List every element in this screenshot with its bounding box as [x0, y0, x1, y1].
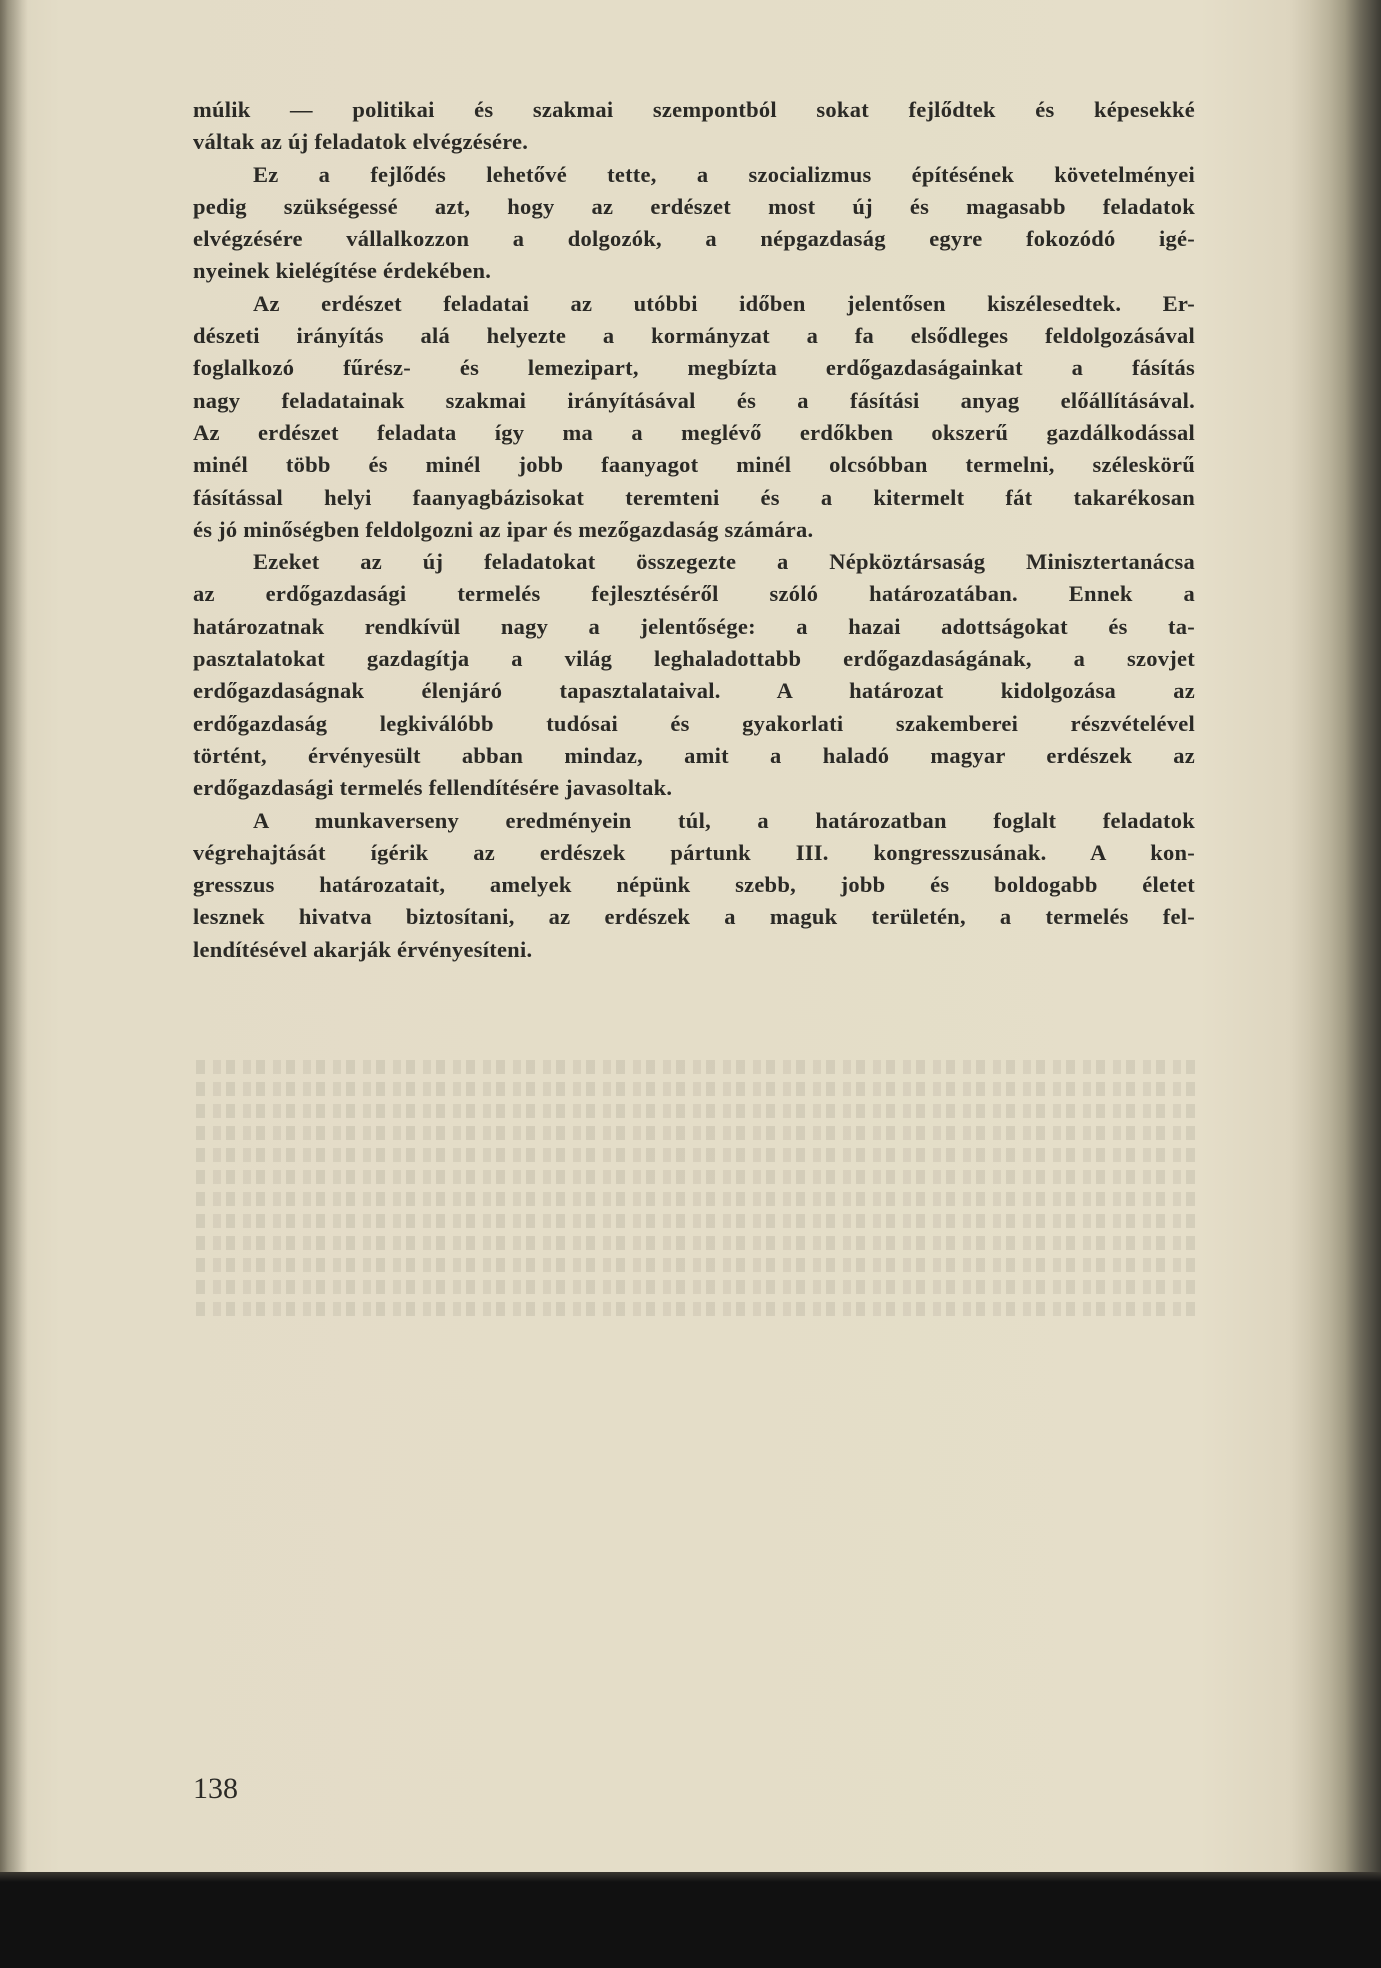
text-line: erdőgazdaság legkiválóbb tudósai és gyakorlati szakemberei részvételével — [193, 710, 1195, 736]
text-line: lendítésével akarják érvényesíteni. — [193, 936, 533, 962]
text-line: dészeti irányítás alá helyezte a kormányzat a fa elsődleges feldolgozásával — [193, 323, 1195, 349]
text-line: Az erdészet feladata így ma a meglévő erdőkben okszerű gazdálkodással — [193, 419, 1195, 445]
text-line: Ezeket az új feladatokat összegezte a Népköztársaság Minisztertanácsa — [253, 549, 1195, 575]
text-line: fásítással helyi faanyagbázisokat teremteni és a kitermelt fát takarékosan — [193, 484, 1195, 510]
text-line: erdőgazdaságnak élenjáró tapasztalataival. A határozat kidolgozása az — [193, 678, 1195, 704]
text-line: végrehajtását ígérik az erdészek pártunk III. kongresszusának. A kon- — [193, 839, 1195, 865]
page-number: 138 — [193, 1772, 238, 1805]
spine-shadow — [0, 0, 28, 1968]
text-line: és jó minőségben feldolgozni az ipar és mezőgazdaság számára. — [193, 516, 814, 542]
body-text — [193, 94, 1195, 966]
text-line: Az erdészet feladatai az utóbbi időben jelentősen kiszélesedtek. Er- — [253, 290, 1195, 316]
text-line: foglalkozó fűrész- és lemezipart, megbízta erdőgazdaságainkat a fásítás — [193, 355, 1195, 381]
scan-bottom-edge — [0, 1872, 1381, 1968]
text-line: gresszus határozatait, amelyek népünk szebb, jobb és boldogabb életet — [193, 872, 1195, 898]
text-line: váltak az új feladatok elvégzésére. — [193, 129, 529, 155]
text-line: erdőgazdasági termelés fellendítésére javasoltak. — [193, 775, 673, 801]
text-line: történt, érvényesült abban mindaz, amit a haladó magyar erdészek az — [193, 742, 1195, 768]
text-line: elvégzésére vállalkozzon a dolgozók, a népgazdaság egyre fokozódó igé- — [193, 226, 1195, 252]
text-line: az erdőgazdasági termelés fejlesztéséről szóló határozatában. Ennek a — [193, 581, 1195, 607]
text-line: A munkaverseny eredményein túl, a határozatban foglalt feladatok — [253, 807, 1195, 833]
text-line: határozatnak rendkívül nagy a jelentősége: a hazai adottságokat és ta- — [193, 613, 1195, 639]
text-line: pedig szükségessé azt, hogy az erdészet most új és magasabb feladatok — [193, 193, 1195, 219]
text-line: nagy feladatainak szakmai irányításával és a fásítási anyag előállításával. — [193, 387, 1195, 413]
text-line: pasztalatokat gazdagítja a világ leghaladottabb erdőgazdaságának, a szovjet — [193, 646, 1195, 672]
text-line: Ez a fejlődés lehetővé tette, a szocializmus építésének követelményei — [253, 161, 1195, 187]
text-line: lesznek hivatva biztosítani, az erdészek a maguk területén, a termelés fel- — [193, 904, 1195, 930]
text-line: múlik — politikai és szakmai szempontból sokat fejlődtek és képesekké — [193, 97, 1195, 122]
text-line: minél több és minél jobb faanyagot minél olcsóbban termelni, széleskörű — [193, 452, 1195, 478]
text-line: nyeinek kielégítése érdekében. — [193, 258, 492, 284]
show-through-text — [193, 1052, 1195, 1316]
